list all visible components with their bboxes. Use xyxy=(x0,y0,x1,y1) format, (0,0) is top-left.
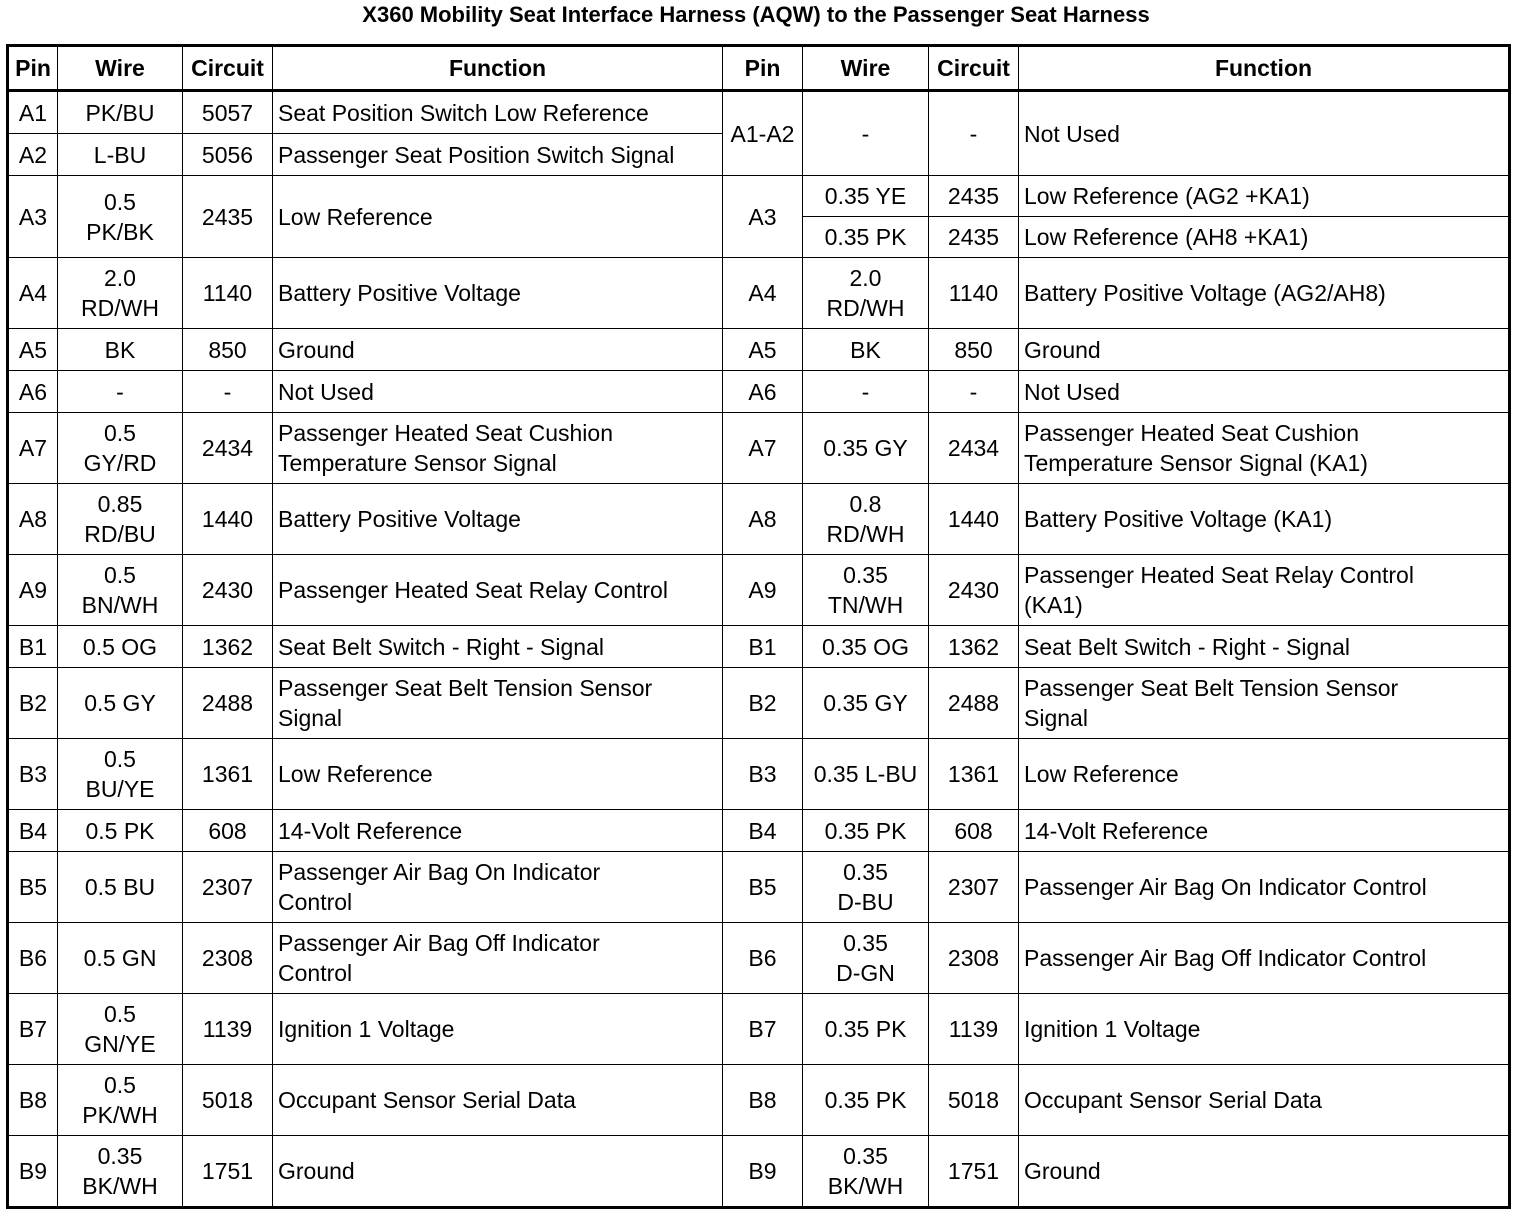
circuit-cell-right: 2308 xyxy=(929,923,1019,994)
wire-cell: 0.5 PK/BK xyxy=(58,176,183,258)
wire-cell: 0.5 GY xyxy=(58,668,183,739)
table-row xyxy=(8,258,1510,329)
circuit-cell: 608 xyxy=(183,810,273,852)
pin-cell: B5 xyxy=(8,852,58,923)
function-cell: Battery Positive Voltage xyxy=(273,258,723,329)
table-row xyxy=(8,413,1510,484)
circuit-cell-right: 1139 xyxy=(929,994,1019,1065)
function-cell: Not Used xyxy=(273,371,723,413)
circuit-cell: 1362 xyxy=(183,626,273,668)
table-row xyxy=(8,91,1510,134)
function-cell: 14-Volt Reference xyxy=(273,810,723,852)
pin-cell: A4 xyxy=(8,258,58,329)
pin-cell: B9 xyxy=(8,1136,58,1208)
function-cell: Passenger Heated Seat Cushion Temperature Sensor Signal xyxy=(273,413,723,484)
circuit-cell-right: 2435 xyxy=(929,217,1019,258)
function-cell-right: Seat Belt Switch - Right - Signal xyxy=(1019,626,1510,668)
table-row xyxy=(8,994,1510,1065)
function-cell: Passenger Seat Position Switch Signal xyxy=(273,134,723,176)
wire-cell: 0.5 PK/WH xyxy=(58,1065,183,1136)
table-row xyxy=(8,668,1510,739)
function-cell-right: Passenger Heated Seat Relay Control (KA1) xyxy=(1019,555,1510,626)
pin-cell-right: A6 xyxy=(723,371,803,413)
pin-cell-right: B3 xyxy=(723,739,803,810)
function-cell-right: Ground xyxy=(1019,1136,1510,1208)
function-cell-right: Low Reference (AG2 +KA1) xyxy=(1019,176,1510,217)
table-row xyxy=(8,329,1510,371)
wire-cell-right: 0.35 L-BU xyxy=(803,739,929,810)
pin-cell: A8 xyxy=(8,484,58,555)
function-cell: Passenger Seat Belt Tension Sensor Signal xyxy=(273,668,723,739)
wire-cell: 0.5 PK xyxy=(58,810,183,852)
wire-cell: 0.5 BU/YE xyxy=(58,739,183,810)
function-cell: Passenger Air Bag Off Indicator Control xyxy=(273,923,723,994)
pin-cell: A6 xyxy=(8,371,58,413)
pin-cell-right: B5 xyxy=(723,852,803,923)
header-row xyxy=(8,46,1510,91)
page-title: X360 Mobility Seat Interface Harness (AQW) to the Passenger Seat Harness xyxy=(362,2,1150,27)
function-cell: Seat Position Switch Low Reference xyxy=(273,91,723,134)
pin-cell: B2 xyxy=(8,668,58,739)
circuit-cell-right: - xyxy=(929,91,1019,176)
pin-cell: B1 xyxy=(8,626,58,668)
wire-cell: BK xyxy=(58,329,183,371)
wire-cell: 0.5 GY/RD xyxy=(58,413,183,484)
table-row xyxy=(8,1065,1510,1136)
circuit-cell-right: 1751 xyxy=(929,1136,1019,1208)
pin-cell-right: B9 xyxy=(723,1136,803,1208)
pin-cell-right: B8 xyxy=(723,1065,803,1136)
function-cell: Ignition 1 Voltage xyxy=(273,994,723,1065)
function-cell-right: Passenger Air Bag Off Indicator Control xyxy=(1019,923,1510,994)
function-cell-right: Low Reference (AH8 +KA1) xyxy=(1019,217,1510,258)
wire-cell: 0.5 OG xyxy=(58,626,183,668)
function-cell: Seat Belt Switch - Right - Signal xyxy=(273,626,723,668)
pin-cell: B7 xyxy=(8,994,58,1065)
circuit-cell-right: 2434 xyxy=(929,413,1019,484)
pin-cell: A1 xyxy=(8,91,58,134)
circuit-cell: - xyxy=(183,371,273,413)
pin-cell-right: B2 xyxy=(723,668,803,739)
table-row xyxy=(8,739,1510,810)
pin-cell-right: A1-A2 xyxy=(723,91,803,176)
wire-cell-right: 0.35 BK/WH xyxy=(803,1136,929,1208)
function-cell-right: Occupant Sensor Serial Data xyxy=(1019,1065,1510,1136)
circuit-cell-right: - xyxy=(929,371,1019,413)
function-cell: Occupant Sensor Serial Data xyxy=(273,1065,723,1136)
pin-cell: A3 xyxy=(8,176,58,258)
wire-cell: 0.5 GN/YE xyxy=(58,994,183,1065)
function-cell: Passenger Air Bag On Indicator Control xyxy=(273,852,723,923)
function-cell-right: Passenger Seat Belt Tension Sensor Signal xyxy=(1019,668,1510,739)
circuit-cell: 2434 xyxy=(183,413,273,484)
circuit-cell: 2488 xyxy=(183,668,273,739)
pin-cell: A7 xyxy=(8,413,58,484)
circuit-cell: 1139 xyxy=(183,994,273,1065)
wire-cell-right: BK xyxy=(803,329,929,371)
circuit-cell-right: 1361 xyxy=(929,739,1019,810)
wire-cell-right: 2.0 RD/WH xyxy=(803,258,929,329)
wire-cell-right: 0.35 D-GN xyxy=(803,923,929,994)
pin-cell-right: A8 xyxy=(723,484,803,555)
pin-cell-right: B4 xyxy=(723,810,803,852)
table-row xyxy=(8,923,1510,994)
table-row xyxy=(8,852,1510,923)
pin-cell: A2 xyxy=(8,134,58,176)
circuit-cell: 850 xyxy=(183,329,273,371)
pin-cell-right: B6 xyxy=(723,923,803,994)
function-cell-right: Not Used xyxy=(1019,91,1510,176)
table-row xyxy=(8,810,1510,852)
circuit-cell: 1751 xyxy=(183,1136,273,1208)
wire-cell-right: - xyxy=(803,91,929,176)
header-circuit-right: Circuit xyxy=(929,46,1019,91)
header-function: Function xyxy=(273,46,723,91)
circuit-cell: 5057 xyxy=(183,91,273,134)
wire-cell: 0.5 BU xyxy=(58,852,183,923)
pin-cell-right: B7 xyxy=(723,994,803,1065)
header-pin-right: Pin xyxy=(723,46,803,91)
function-cell-right: Not Used xyxy=(1019,371,1510,413)
wire-cell-right: 0.35 D-BU xyxy=(803,852,929,923)
circuit-cell: 2435 xyxy=(183,176,273,258)
function-cell: Ground xyxy=(273,1136,723,1208)
wire-cell-right: 0.35 PK xyxy=(803,1065,929,1136)
circuit-cell: 5056 xyxy=(183,134,273,176)
wire-cell-right: 0.35 YE xyxy=(803,176,929,217)
pin-cell: A5 xyxy=(8,329,58,371)
table-row xyxy=(8,484,1510,555)
function-cell-right: Low Reference xyxy=(1019,739,1510,810)
table-row xyxy=(8,176,1510,217)
pin-cell: B6 xyxy=(8,923,58,994)
pin-cell-right: A5 xyxy=(723,329,803,371)
circuit-cell: 5018 xyxy=(183,1065,273,1136)
wire-cell-right: 0.35 PK xyxy=(803,994,929,1065)
function-cell-right: Passenger Air Bag On Indicator Control xyxy=(1019,852,1510,923)
pin-cell-right: A3 xyxy=(723,176,803,258)
header-wire: Wire xyxy=(58,46,183,91)
wire-cell-right: 0.35 GY xyxy=(803,668,929,739)
function-cell-right: Ignition 1 Voltage xyxy=(1019,994,1510,1065)
wire-cell: 0.5 BN/WH xyxy=(58,555,183,626)
circuit-cell-right: 608 xyxy=(929,810,1019,852)
function-cell-right: 14-Volt Reference xyxy=(1019,810,1510,852)
function-cell: Ground xyxy=(273,329,723,371)
wire-cell: PK/BU xyxy=(58,91,183,134)
wire-cell-right: - xyxy=(803,371,929,413)
header-circuit: Circuit xyxy=(183,46,273,91)
circuit-cell: 1140 xyxy=(183,258,273,329)
circuit-cell-right: 2307 xyxy=(929,852,1019,923)
header-pin: Pin xyxy=(8,46,58,91)
function-cell: Low Reference xyxy=(273,739,723,810)
pin-cell-right: A4 xyxy=(723,258,803,329)
circuit-cell-right: 2430 xyxy=(929,555,1019,626)
pin-cell-right: A7 xyxy=(723,413,803,484)
function-cell: Low Reference xyxy=(273,176,723,258)
circuit-cell-right: 850 xyxy=(929,329,1019,371)
table-row xyxy=(8,1136,1510,1208)
function-cell-right: Ground xyxy=(1019,329,1510,371)
wire-cell-right: 0.35 TN/WH xyxy=(803,555,929,626)
circuit-cell-right: 5018 xyxy=(929,1065,1019,1136)
pin-cell: A9 xyxy=(8,555,58,626)
wire-cell-right: 0.35 PK xyxy=(803,217,929,258)
function-cell-right: Battery Positive Voltage (AG2/AH8) xyxy=(1019,258,1510,329)
function-cell: Battery Positive Voltage xyxy=(273,484,723,555)
function-cell-right: Battery Positive Voltage (KA1) xyxy=(1019,484,1510,555)
circuit-cell: 2308 xyxy=(183,923,273,994)
circuit-cell-right: 2488 xyxy=(929,668,1019,739)
circuit-cell: 2307 xyxy=(183,852,273,923)
circuit-cell: 1440 xyxy=(183,484,273,555)
function-cell-right: Passenger Heated Seat Cushion Temperature Sensor Signal (KA1) xyxy=(1019,413,1510,484)
pin-cell: B4 xyxy=(8,810,58,852)
wire-cell: 0.85 RD/BU xyxy=(58,484,183,555)
table-row xyxy=(8,371,1510,413)
circuit-cell-right: 1440 xyxy=(929,484,1019,555)
pin-cell-right: A9 xyxy=(723,555,803,626)
table-row xyxy=(8,555,1510,626)
wire-cell-right: 0.35 OG xyxy=(803,626,929,668)
wire-cell: 0.35 BK/WH xyxy=(58,1136,183,1208)
wire-cell: 0.5 GN xyxy=(58,923,183,994)
circuit-cell-right: 1140 xyxy=(929,258,1019,329)
function-cell: Passenger Heated Seat Relay Control xyxy=(273,555,723,626)
pin-cell: B3 xyxy=(8,739,58,810)
header-wire-right: Wire xyxy=(803,46,929,91)
circuit-cell-right: 2435 xyxy=(929,176,1019,217)
header-function-right: Function xyxy=(1019,46,1510,91)
circuit-cell-right: 1362 xyxy=(929,626,1019,668)
circuit-cell: 1361 xyxy=(183,739,273,810)
wire-cell-right: 0.35 GY xyxy=(803,413,929,484)
table-row xyxy=(8,626,1510,668)
pinout-table xyxy=(6,44,1511,1209)
pin-cell-right: B1 xyxy=(723,626,803,668)
wire-cell: L-BU xyxy=(58,134,183,176)
circuit-cell: 2430 xyxy=(183,555,273,626)
wire-cell-right: 0.8 RD/WH xyxy=(803,484,929,555)
pin-cell: B8 xyxy=(8,1065,58,1136)
wire-cell-right: 0.35 PK xyxy=(803,810,929,852)
wire-cell: 2.0 RD/WH xyxy=(58,258,183,329)
wire-cell: - xyxy=(58,371,183,413)
